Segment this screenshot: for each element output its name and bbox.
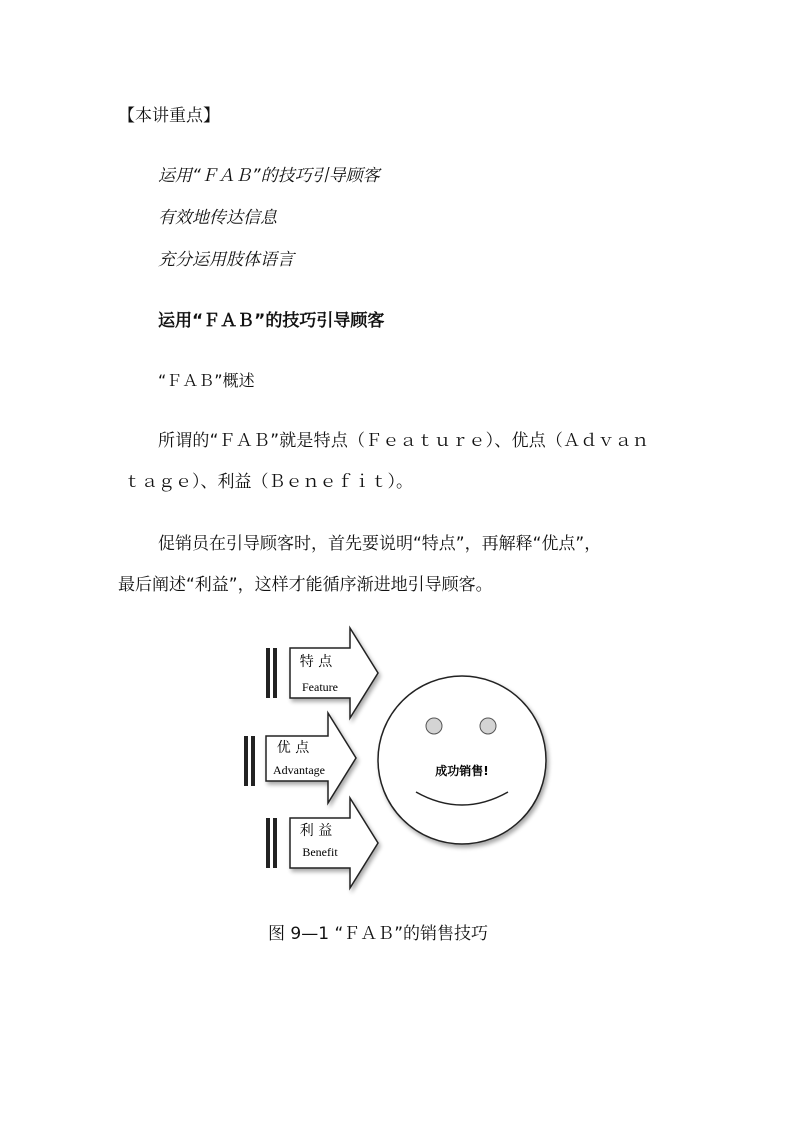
advantage-label-en: Advantage xyxy=(273,763,325,777)
section-title: 运用“ＦＡＢ”的技巧引导顾客 xyxy=(158,311,385,331)
smiley-face xyxy=(378,676,546,844)
paragraph-2-line-1: 促销员在引导顾客时，首先要说明“特点”，再解释“优点”， xyxy=(158,534,602,554)
feature-arrow-shape xyxy=(290,628,378,718)
fab-diagram xyxy=(238,618,558,898)
subsection-title: “ＦＡＢ”概述 xyxy=(158,371,255,390)
advantage-label-cn: 优 点 xyxy=(276,740,310,756)
key-point-item-communication: 有效地传达信息 xyxy=(158,208,277,228)
face-circle xyxy=(378,676,546,844)
advantage-arrow-shape xyxy=(266,713,356,803)
feature-label-cn: 特 点 xyxy=(299,654,333,670)
paragraph-1-line-1: 所谓的“ＦＡＢ”就是特点（Ｆｅａｔｕｒｅ）、优点（Ａｄｖａｎ xyxy=(158,431,650,451)
right-eye xyxy=(480,718,496,734)
benefit-arrow xyxy=(266,798,378,888)
feature-arrow xyxy=(266,628,378,718)
figure-caption: 图 9—1 “ＦＡＢ”的销售技巧 xyxy=(268,924,489,944)
key-point-item-fab: 运用“ＦＡＢ”的技巧引导顾客 xyxy=(158,166,380,186)
face-text: 成功销售! xyxy=(435,764,489,778)
benefit-arrow-shape xyxy=(290,798,378,888)
key-points-heading: 【本讲重点】 xyxy=(118,106,220,126)
paragraph-2-line-2: 最后阐述“利益”，这样才能循序渐进地引导顾客。 xyxy=(118,575,493,595)
paragraph-1-line-2: ｔａｇｅ）、利益（Ｂｅｎｅｆｉｔ）。 xyxy=(124,472,413,492)
benefit-label-en: Benefit xyxy=(302,845,338,859)
feature-label-en: Feature xyxy=(302,680,338,694)
benefit-label-cn: 利 益 xyxy=(299,823,333,839)
key-point-item-body-language: 充分运用肢体语言 xyxy=(158,250,294,270)
left-eye xyxy=(426,718,442,734)
advantage-arrow xyxy=(244,713,356,803)
